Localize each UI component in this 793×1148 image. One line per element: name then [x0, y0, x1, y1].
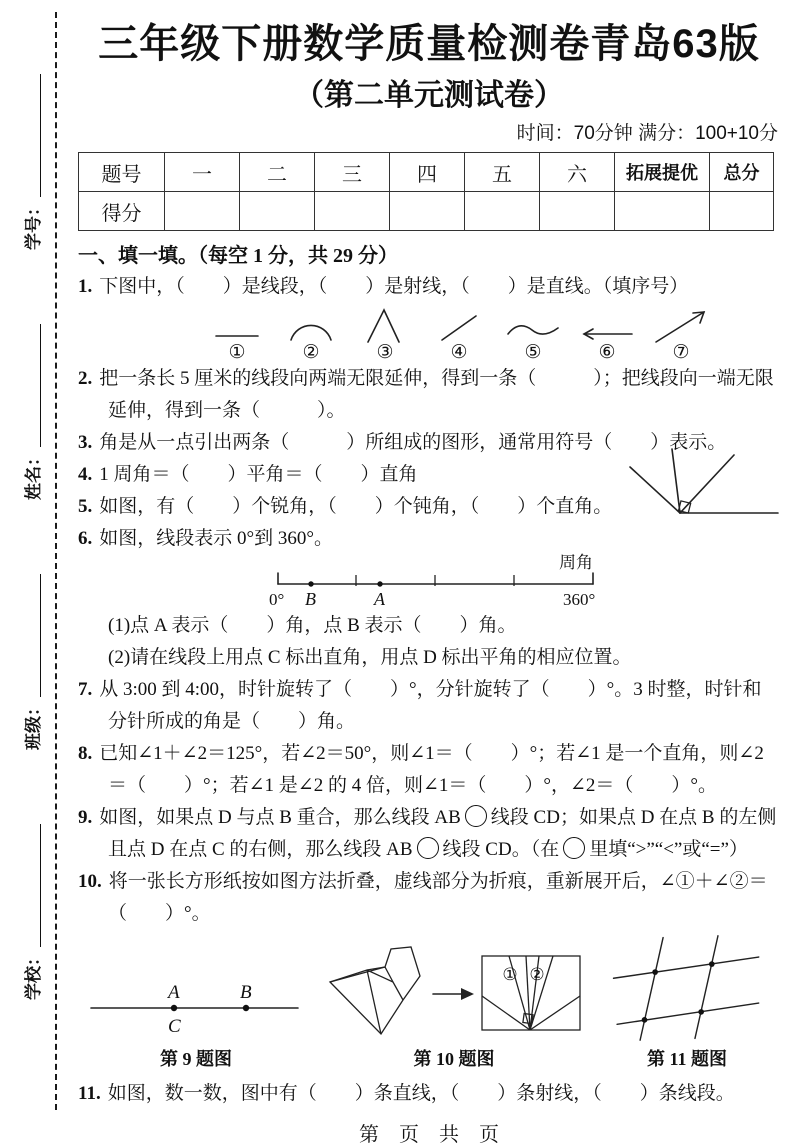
- page-footer: 第 页 共 页: [359, 1124, 499, 1146]
- fold-dashed-line: [55, 12, 57, 1110]
- zero-degree-label: 0°: [269, 590, 285, 609]
- figure-angle: [352, 308, 418, 362]
- exam-info: 时间：70分钟 满分：100+10分: [516, 123, 778, 144]
- question-11: [78, 1078, 780, 1110]
- segment-icon: [204, 308, 270, 344]
- question-9-number: 9.: [78, 807, 93, 828]
- class-field: [16, 574, 46, 750]
- figure-wavy-line: [500, 308, 566, 362]
- question-3-number: 3.: [78, 432, 93, 453]
- question-5-number: 5.: [78, 496, 93, 517]
- figure-label: ②: [302, 342, 320, 363]
- figure-arc: [278, 308, 344, 362]
- question-10-number: 10.: [78, 871, 102, 892]
- score-table-score-row: [79, 192, 774, 231]
- question-7-text: 从 3:00 到 4:00，时针旋转了（ ）°，分针旋转了（ ）°。3 时整，时针和分针所成的角是（ ）角。: [99, 679, 762, 732]
- bottom-figures-row: [78, 934, 780, 1070]
- question-9-text-2: 线段 CD；如果点 D 在点 B 的左侧且点 D 在点 C 的右侧，那么线段 AB: [108, 807, 777, 860]
- arc-icon: [278, 308, 344, 344]
- question-9-text-3: 线段 CD。（在: [442, 839, 560, 860]
- question-11-text: 如图，数一数，图中有（ ）条直线，（ ）条射线，（ ）条线段。: [107, 1083, 735, 1104]
- point-b-label: B: [305, 589, 316, 609]
- question-6-number: 6.: [78, 528, 93, 549]
- figure-q9-caption: 第 9 题图: [160, 1049, 232, 1069]
- student-id-blank-line[interactable]: [40, 74, 41, 197]
- question-3: [78, 427, 780, 459]
- fig10-angle-2-label: ②: [528, 965, 545, 984]
- question-1: [78, 271, 780, 303]
- question-2-text: 把一条长 5 厘米的线段向两端无限延伸，得到一条（ ）；把线段向一端无限延伸，得到一条（ ）。: [99, 368, 774, 421]
- figure-label: ①: [228, 342, 246, 363]
- slanted-segment-icon: [426, 308, 492, 344]
- question-2: [78, 363, 780, 427]
- figure-ray-slanted: [648, 308, 714, 362]
- full-angle-label: 周角: [559, 553, 593, 572]
- figure-ray-left: [574, 308, 640, 362]
- school-label: 学校：: [23, 949, 43, 1000]
- question-4-text: 1 周角＝（ ）平角＝（ ）直角: [99, 464, 418, 485]
- question-9-text-1: 如图，如果点 D 与点 B 重合，那么线段 AB: [99, 807, 461, 828]
- score-blank-cell[interactable]: [710, 192, 774, 231]
- ray-slanted-icon: [648, 308, 714, 344]
- compare-circle-hint: [563, 837, 585, 859]
- arrow-head: [461, 988, 474, 1000]
- folded-paper-icon: [327, 944, 582, 1042]
- student-name-field: [16, 324, 46, 500]
- figure-label: ③: [376, 342, 394, 363]
- fig9-point-a-label: A: [168, 982, 180, 1003]
- question-9: [78, 802, 780, 866]
- question-9-text-4: 里填“>”“<”或“=”）: [589, 839, 748, 860]
- question-7-number: 7.: [78, 679, 93, 700]
- question-8: [78, 738, 780, 802]
- question-6-text: 如图，线段表示 0°到 360°。: [99, 528, 333, 549]
- question-1-figures: [138, 304, 780, 362]
- score-header-cell: 一: [165, 153, 240, 192]
- figure-label: ⑦: [672, 342, 690, 363]
- score-blank-cell[interactable]: [240, 192, 315, 231]
- figure-q11: [602, 934, 772, 1070]
- question-10-text: 将一张长方形纸按如图方法折叠，虚线部分为折痕，重新展开后，∠①＋∠②＝（ ）°。: [108, 871, 768, 924]
- question-4-number: 4.: [78, 464, 93, 485]
- degree-segment-icon: [263, 553, 663, 610]
- figure-slanted-segment: [426, 308, 492, 362]
- question-3-text: 角是从一点引出两条（ ）所组成的图形，通常用符号（ ）表示。: [99, 432, 727, 453]
- score-blank-cell[interactable]: [315, 192, 390, 231]
- figure-label: ④: [450, 342, 468, 363]
- question-11-number: 11.: [78, 1083, 101, 1104]
- student-id-field: [16, 74, 46, 250]
- fig9-point-c-label: C: [168, 1016, 181, 1037]
- score-header-cell: 三: [315, 153, 390, 192]
- question-8-number: 8.: [78, 743, 93, 764]
- score-blank-cell[interactable]: [465, 192, 540, 231]
- score-header-cell: 题号: [79, 153, 165, 192]
- question-6-sub2: (2)请在线段上用点 C 标出直角，用点 D 标出平角的相应位置。: [108, 647, 632, 668]
- line-points-icon: [86, 968, 306, 1042]
- score-header-cell: 总分: [710, 153, 774, 192]
- score-table: [78, 152, 774, 231]
- fig10-angle-1-label: ①: [501, 965, 518, 984]
- question-5-text: 如图，有（ ）个锐角，（ ）个钝角，（ ）个直角。: [99, 496, 613, 517]
- compare-circle-2[interactable]: [417, 837, 439, 859]
- paper-body: [60, 0, 786, 1148]
- wavy-line-icon: [500, 308, 566, 344]
- score-header-cell: 二: [240, 153, 315, 192]
- angle-icon: [352, 308, 418, 344]
- question-1-text: 下图中，（ ）是线段，（ ）是射线，（ ）是直线。（填序号）: [99, 276, 689, 297]
- student-name-label: 姓名：: [23, 449, 43, 500]
- question-8-text: 已知∠1＋∠2＝125°，若∠2＝50°，则∠1＝（ ）°；若∠1 是一个直角，则∠2＝（ ）°；若∠1 是∠2 的 4 倍，则∠1＝（ ）°，∠2＝（ ）°。: [99, 743, 764, 796]
- class-label: 班级：: [23, 699, 43, 750]
- figure-segment: [204, 308, 270, 362]
- score-row-label: 得分: [79, 192, 165, 231]
- student-id-label: 学号：: [23, 199, 43, 250]
- class-blank-line[interactable]: [40, 574, 41, 697]
- question-1-number: 1.: [78, 276, 93, 297]
- q6-degree-segment-figure: [263, 553, 780, 610]
- question-2-number: 2.: [78, 368, 93, 389]
- point-a-label: A: [374, 589, 385, 609]
- school-blank-line[interactable]: [40, 824, 41, 947]
- compare-circle-1[interactable]: [465, 805, 487, 827]
- score-header-cell: 五: [465, 153, 540, 192]
- score-header-cell: 四: [390, 153, 465, 192]
- question-10: [78, 866, 780, 930]
- student-name-blank-line[interactable]: [40, 324, 41, 447]
- score-blank-cell[interactable]: [390, 192, 465, 231]
- score-header-cell: 拓展提优: [615, 153, 710, 192]
- page-title: 三年级下册数学质量检测卷青岛63版: [98, 22, 760, 66]
- figure-q9: [86, 968, 306, 1070]
- question-6-sub1: (1)点 A 表示（ ）角，点 B 表示（ ）角。: [108, 615, 517, 636]
- crossing-lines-icon: [602, 934, 772, 1042]
- page-subtitle: （第二单元测试卷）: [294, 79, 564, 112]
- figure-q10-caption: 第 10 题图: [413, 1049, 495, 1069]
- question-6: [78, 523, 780, 555]
- fig9-point-b-label: B: [240, 982, 252, 1003]
- score-blank-cell[interactable]: [165, 192, 240, 231]
- score-blank-cell[interactable]: [615, 192, 710, 231]
- figure-label: ⑥: [598, 342, 616, 363]
- score-table-header-row: [79, 153, 774, 192]
- school-field: [16, 824, 46, 1000]
- figure-q10: [327, 944, 582, 1070]
- question-7: [78, 674, 780, 738]
- figure-q11-caption: 第 11 题图: [646, 1049, 727, 1069]
- score-blank-cell[interactable]: [540, 192, 615, 231]
- 360-degree-label: 360°: [563, 590, 596, 609]
- section-1-heading: 一、填一填。（每空 1 分，共 29 分）: [78, 245, 398, 267]
- ray-left-icon: [574, 308, 640, 344]
- figure-label: ⑤: [524, 342, 542, 363]
- score-header-cell: 六: [540, 153, 615, 192]
